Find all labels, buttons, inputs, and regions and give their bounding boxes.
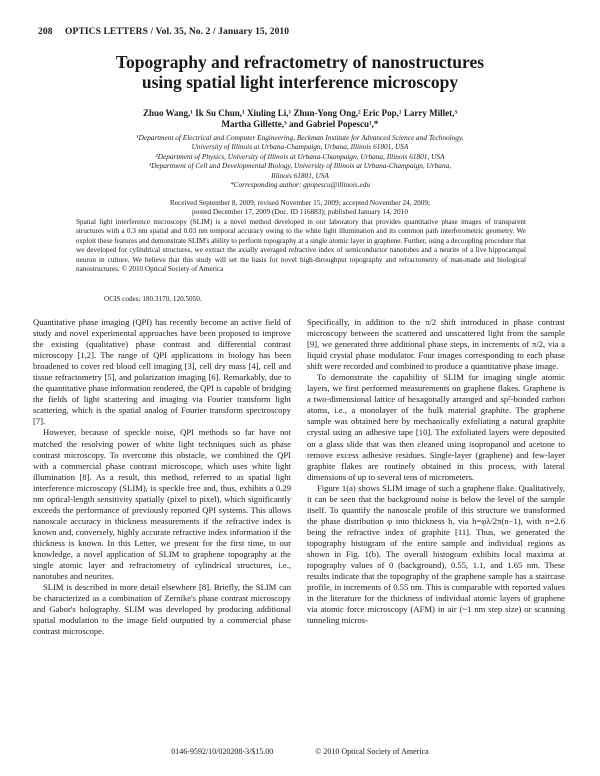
paragraph: Quantitative phase imaging (QPI) has recently become an active field of study and novel experimental approaches have been proposed to improve the existing (qualitative) phase contrast and differential contrast microscopy [1,2]. The range of QPI applications in biology has been broadened to cover red blood cell imaging [3], cell dry mass [4], cell and tissue refractometry [5], and polarization imaging [6]. Remarkably, due to the quantitative phase information rendered, the QPI is capable of bridging the fields of light scattering and imaging via Fourier transform light scattering, which is the spatial analog of Fourier transform spectroscopy [7]. [33,317,291,427]
publication-dates [60,198,540,217]
paper-title [0,52,600,92]
page-number: 208 [38,27,53,37]
affiliation-line: University of Illinois at Urbana-Champaign, Urbana, Illinois 61801, USA [191,142,409,152]
paragraph: To demonstrate the capability of SLIM for imaging single atomic layers, we first performed measurements on graphene flakes. Graphene is a two-dimensional lattice of hexagonally arranged and sp²-bonded carbon atoms, i.e., a monolayer of the bulk material graphite. The graphene sample was obtained here by mechanically exfoliating a natural graphite crystal using an adhesive tape [10]. The exfoliated layers were deposited on a glass slide that was then cleaned using isopropanol and acetone to remove excess adhesive residues. Single-layer (graphene) and few-layer graphite flakes are routinely obtained in this process, with lateral dimensions of up to several tens of micrometers. [307,372,565,482]
paragraph: Specifically, in addition to the π/2 shift introduced in phase contrast microscopy between the scattered and unscattered light from the sample [9], we generated three additional phase steps, in increments of π/2, via a liquid crystal phase modulator. Four images corresponding to each phase shift were recorded and combined to produce a quantitative phase image. [307,317,565,372]
paragraph: However, because of speckle noise, QPI methods so far have not matched the resolving power of white light techniques such as phase contrast microscopy. To overcome this obstacle, we combined the QPI with a commercial phase contrast microscope, which uses white light illumination [8]. As a result, this method, referred to as spatial light interference microscopy (SLIM), is speckle free and, thus, exhibits a 0.29 nm optical-length sensitivity spatially (pixel to pixel), which significantly exceeds the performance of previously reported QPI systems. This allows nanoscale accuracy in thickness measurements if the refractive index is known and, conversely, highly accurate refractive index information if the thickness is known. In this Letter, we present for the first time, to our knowledge, a novel application of SLIM to graphene topography at the single atomic layer and refractometry of cylindrical structures, i.e., nanotubes and neurites. [33,427,291,582]
authors-line-1: Zhuo Wang,¹ Ik Su Chun,¹ Xiuling Li,¹ Zhun-Yong Ong,² Eric Pop,¹ Larry Millet,³ [142,108,458,118]
copyright-notice: © 2010 Optical Society of America [315,747,429,756]
running-head: OPTICS LETTERS / Vol. 35, No. 2 / January 15, 2010 [65,27,290,37]
paragraph: Figure 1(a) shows SLIM image of such a graphene flake. Qualitatively, it can be seen that the background noise is below the level of the sample itself. To quantify the nanoscale profile of this structure we transformed the phase distribution φ into thickness h, via h=φλ/2π(n−1), with n=2.6 being the refractive index of graphite [11]. Thus, we generated the topography histogram of the entire sample and individual regions as shown in Fig. 1(b). The overall histogram exhibits local maxima at topography values of 0 (background), 0.55, 1.1, and 1.65 nm. These results indicate that the topography of the graphene sample has a staircase profile, in increments of 0.55 nm. This is comparable with reported values in the literature for the thickness of individual atomic layers of graphene via atomic force microscopy (AFM) in air (~1 nm step size) or scanning tunneling micros- [307,482,565,626]
dates-line-2: posted December 17, 2009 (Doc. ID 116883); published January 14, 2010 [192,207,408,217]
body-column-left [33,317,291,637]
title-line-1: Topography and refractometry of nanostructures [115,52,485,72]
paragraph: SLIM is described in more detail elsewhere [8]. Briefly, the SLIM can be characterized as a combination of Zernike's phase contrast microscopy and Gabor's holography. SLIM was developed by producing additional spatial modulation to the image field outputted by a commercial phase contrast microscope. [33,582,291,637]
affiliation-line: ²Department of Physics, University of Illinois at Urbana-Champaign, Urbana, Illinois 61801, USA [155,151,445,161]
body-column-right [307,317,565,626]
author-list [0,108,600,130]
corresponding-author: *Corresponding author: gpopescu@illinois.edu [229,180,370,190]
affiliation-line: Illinois 61801, USA [271,170,329,180]
dates-line-1: Received September 8, 2009; revised November 15, 2009; accepted November 24, 2009; [169,198,431,207]
ocis-codes: OCIS codes: 180.3170, 120.5050. [104,295,202,303]
authors-line-2: Martha Gillette,³ and Gabriel Popescu¹,* [221,119,379,129]
affiliation-line: ¹Department of Electrical and Computer Engineering, Beckman Institute for Advanced Science and Technology, [136,133,464,142]
running-header [38,27,289,37]
article-code: 0146-9592/10/020208-3/$15.00 [171,747,274,756]
title-line-2: using spatial light interference microscopy [141,72,459,92]
affiliation-line: ³Department of Cell and Developmental Biology, University of Illinois at Urbana-Champaign, Urbana, [148,161,452,171]
affiliations [60,133,540,189]
page-footer [0,747,600,756]
abstract: Spatial light interference microscopy (SLIM) is a novel method developed in our laboratory that provides quantitative phase images of transparent structures with a 0.3 nm spatial and 0.03 nm temporal accuracy owing to the white light illumination and its common path interferometric geometry. We exploit these features and demonstrate SLIM's ability to perform topography at a single atomic layer in graphene. Further, using a decoupling procedure that we developed for cylindrical structures, we extract the axially averaged refractive index of semiconductor nanotubes and a neurite of a live hippocampal neuron in culture. We believe that this study will set the basis for novel high-throughput topography and refractometry of man-made and biological nanostructures. © 2010 Optical Society of America [76,218,526,274]
